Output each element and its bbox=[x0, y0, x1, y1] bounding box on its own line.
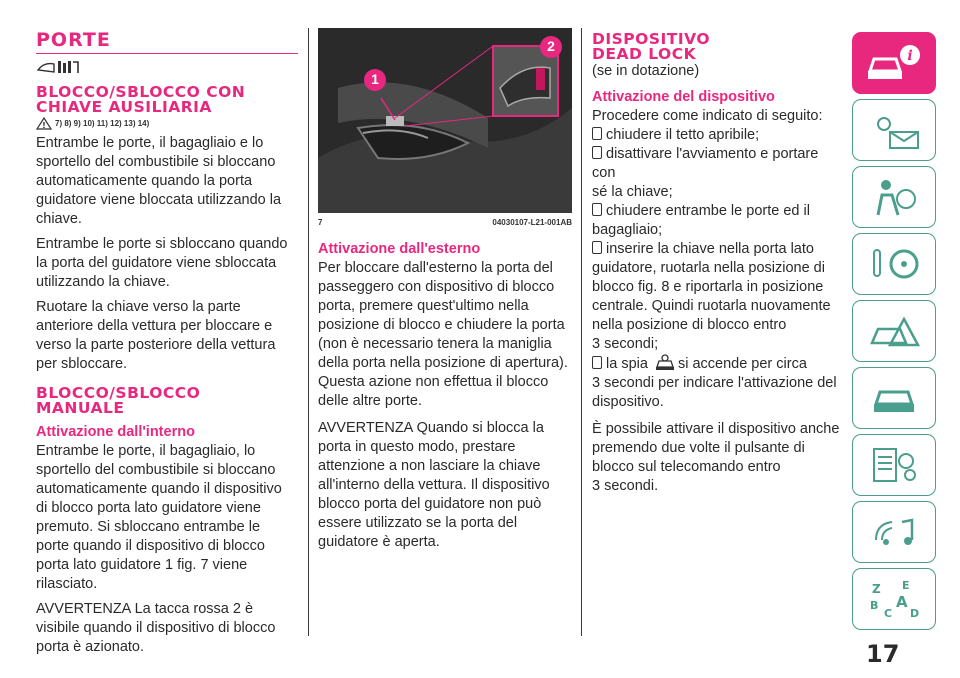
svg-text:A: A bbox=[896, 593, 908, 611]
heading-line: MANUALE bbox=[36, 399, 125, 417]
section-heading-manual-lock bbox=[36, 386, 298, 416]
checkbox-bullet-icon bbox=[592, 146, 602, 159]
tab-multimedia[interactable] bbox=[852, 501, 936, 563]
car-lock-warning-icon bbox=[654, 354, 676, 372]
door-lock-figure bbox=[318, 28, 572, 213]
list-item: chiudere entrambe le porte ed il bagagliaio; bbox=[592, 203, 810, 238]
subheading-activation: Attivazione del dispositivo bbox=[592, 89, 775, 105]
figure-code: 04030107-L21-001AB bbox=[492, 218, 572, 227]
warning-lights-icon bbox=[864, 108, 924, 152]
column-divider bbox=[308, 28, 309, 636]
svg-text:D: D bbox=[910, 607, 920, 620]
svg-text:B: B bbox=[870, 599, 879, 612]
heading-line: DEAD LOCK bbox=[592, 45, 697, 63]
title-rule bbox=[36, 53, 298, 54]
tab-safety[interactable] bbox=[852, 166, 936, 228]
column-2 bbox=[318, 28, 572, 552]
paragraph: Entrambe le porte si sbloccano quando la porta del guidatore viene sbloccata utilizzando la chiave. bbox=[36, 236, 288, 290]
heading-line: BLOCCO/SBLOCCO bbox=[36, 384, 201, 402]
car-maintenance-icon bbox=[864, 376, 924, 420]
heading-line: DISPOSITIVO bbox=[592, 30, 711, 48]
index-letters-icon bbox=[864, 577, 924, 621]
svg-text:!: ! bbox=[42, 121, 46, 130]
safety-icon bbox=[864, 175, 924, 219]
checkbox-bullet-icon bbox=[592, 127, 602, 140]
heading-line: BLOCCO/SBLOCCO CON bbox=[36, 83, 246, 101]
paragraph: AVVERTENZA La tacca rossa 2 è visibile quando il dispositivo di blocco porta è azionato. bbox=[36, 601, 276, 655]
column-3 bbox=[592, 28, 842, 496]
paragraph: Entrambe le porte, il bagagliaio, lo sportello del combustibile si bloccano automaticamente quando il dispositivo di blocco porta lato guidatore viene premuto. Si sbloccano entrambe le porte quando il dispositivo di blocco porta lato guidatore 1 fig. 7 viene rilasciato. bbox=[36, 443, 282, 592]
tab-maintenance[interactable] bbox=[852, 367, 936, 429]
list-item: disattivare l'avviamento e portare con sé la chiave; bbox=[592, 146, 819, 200]
door-lock-icon bbox=[36, 58, 298, 81]
page-title: PORTE bbox=[36, 29, 111, 51]
svg-text:Z: Z bbox=[872, 582, 881, 596]
figure-caption bbox=[318, 218, 572, 227]
callout-2: 2 bbox=[547, 38, 555, 54]
page-number: 17 bbox=[866, 640, 900, 668]
heading-line: CHIAVE AUSILIARIA bbox=[36, 98, 212, 116]
list-item: inserire la chiave nella porta lato guidatore, ruotarla nella posizione di blocco fig. 8 e riportarla in posizione centrale. Quindi ruotarla nuovamente nella posizione di blocco entro 3 secondi; bbox=[592, 241, 831, 352]
paragraph: Ruotare la chiave verso la parte anteriore della vettura per bloccare e verso la parte posteriore della vettura per sbloccare. bbox=[36, 299, 276, 372]
tab-index[interactable] bbox=[852, 568, 936, 630]
svg-text:E: E bbox=[902, 579, 910, 592]
optional-note: (se in dotazione) bbox=[592, 63, 700, 79]
column-divider bbox=[581, 28, 582, 636]
refs-text: 7) 8) 9) 10) 11) 12) 13) 14) bbox=[55, 119, 150, 128]
intro: Procedere come indicato di seguito: bbox=[592, 108, 823, 124]
paragraph: Entrambe le porte, il bagagliaio e lo sportello del combustibile si bloccano automaticamente quando la porta guidatore viene bloccata utilizzando la chiave. bbox=[36, 135, 282, 227]
paragraph: AVVERTENZA Quando si blocca la porta in questo modo, prestare attenzione a non lasciare la chiave all'interno della vettura. Il dispositivo blocco porta del guidatore non può essere utilizzato se la porta del guidatore è aperta. bbox=[318, 420, 550, 550]
tab-emergency[interactable] bbox=[852, 300, 936, 362]
emergency-icon bbox=[864, 309, 924, 353]
checkbox-bullet-icon bbox=[592, 356, 602, 369]
tab-technical-data[interactable] bbox=[852, 434, 936, 496]
tab-warning-lights[interactable] bbox=[852, 99, 936, 161]
list-item: la spia si accende per circa 3 secondi per indicare l'attivazione del dispositivo. bbox=[592, 356, 837, 410]
technical-data-icon bbox=[864, 443, 924, 487]
callout-1: 1 bbox=[371, 71, 379, 87]
door-handle-illustration bbox=[318, 28, 572, 213]
subheading-outside: Attivazione dall'esterno bbox=[318, 241, 481, 257]
tab-car-info[interactable] bbox=[852, 32, 936, 94]
tab-starting-driving[interactable] bbox=[852, 233, 936, 295]
checkbox-bullet-icon bbox=[592, 241, 602, 254]
checkbox-bullet-icon bbox=[592, 203, 602, 216]
car-info-icon bbox=[864, 41, 924, 85]
warning-icon bbox=[36, 117, 52, 130]
paragraph: È possibile attivare il dispositivo anche premendo due volte il pulsante di blocco sul telecomando entro 3 secondi. bbox=[592, 421, 840, 494]
section-heading-key-lock bbox=[36, 85, 298, 115]
list-item: chiudere il tetto apribile; bbox=[592, 126, 842, 145]
section-heading-dead-lock bbox=[592, 32, 842, 62]
subheading-inside: Attivazione dall'interno bbox=[36, 424, 195, 440]
svg-text:i: i bbox=[907, 48, 913, 64]
steering-wheel-icon bbox=[864, 242, 924, 286]
multimedia-icon bbox=[864, 510, 924, 554]
warning-refs bbox=[36, 117, 298, 130]
chapter-tabs bbox=[852, 32, 936, 635]
figure-number: 7 bbox=[318, 218, 323, 227]
svg-text:C: C bbox=[884, 607, 893, 620]
paragraph: Per bloccare dall'esterno la porta del passeggero con dispositivo di blocco porta, premere quest'ultimo nella posizione di blocco e chiudere la porta (non è necessario tenera la maniglia della porta nella posizione di apertura). Questa azione non effettua il blocco delle altre porte. bbox=[318, 260, 568, 409]
column-1 bbox=[36, 28, 298, 657]
